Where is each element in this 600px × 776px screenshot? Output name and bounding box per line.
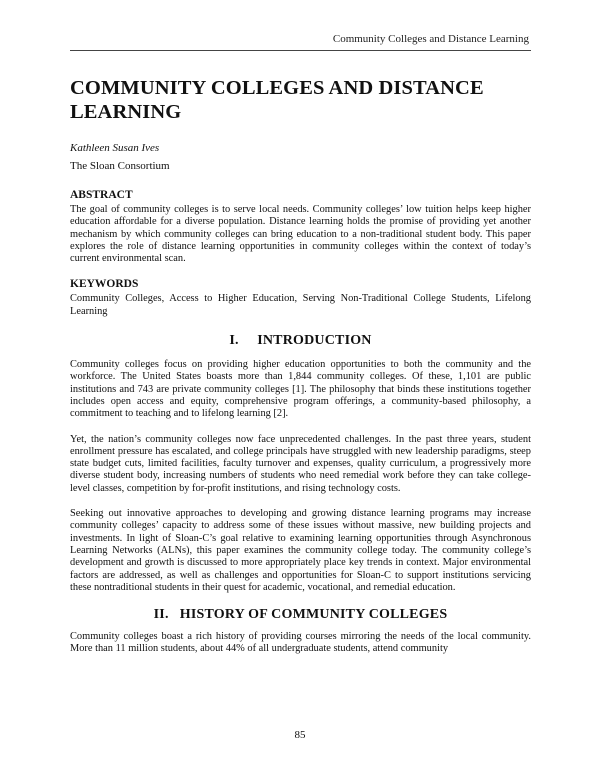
- section-heading-history: II. HISTORY OF COMMUNITY COLLEGES: [153, 607, 448, 623]
- page-number: 85: [294, 729, 306, 741]
- author-affiliation: The Sloan Consortium: [70, 160, 170, 172]
- page-content: [70, 76, 531, 656]
- history-paragraph-1: Community colleges boast a rich history of providing courses mirroring the needs of the local community. More than 11 million students, about 44% of all undergraduate students, attend community: [70, 631, 531, 655]
- keywords-text: Community Colleges, Access to Higher Education, Serving Non-Traditional College Students, Lifelong Learning: [70, 293, 531, 317]
- author-name: Kathleen Susan Ives: [70, 142, 160, 154]
- keywords-label: KEYWORDS: [70, 278, 139, 291]
- intro-paragraph-2: Yet, the nation’s community colleges now face unprecedented challenges. In the past three years, student enrollment pressure has escalated, and college principals have struggled with new leadership paradigms, steep state budget cuts, limited facilities, faculty turnover and expenses, quality curriculum, a progressively more diverse student body, increasing numbers of students who need remedial work before they can take college-level classes, competition by for-profit institutions, and rising technology costs.: [70, 433, 531, 494]
- running-head: Community Colleges and Distance Learning: [332, 33, 529, 45]
- header-rule: [70, 50, 531, 51]
- abstract-text: The goal of community colleges is to serve local needs. Community colleges’ low tuition helps keep higher education affordable for a diverse population. Distance learning holds the promise of providing yet another mechanism by which community colleges can bring education to a non-traditional student body. This paper explores the role of distance learning opportunities in community colleges within the context of today’s current environmental scan.: [70, 204, 531, 265]
- intro-paragraph-1: Community colleges focus on providing higher education opportunities to both the community and the workforce. The United States boasts more than 1,844 community colleges. Of these, 1,101 are public institutions and 743 are private community colleges [1]. The philosophy that binds these institutions together includes open access and equity, comprehensive program offerings, a community-based philosophy, a commitment to teaching and to lifelong learning [2].: [70, 359, 531, 420]
- intro-paragraph-3: Seeking out innovative approaches to developing and growing distance learning programs may increase community colleges’ capacity to address some of these issues without massive, new building projects and investments. In light of Sloan-C’s goal relative to examining learning opportunities through Asynchronous Learning Networks (ALNs), this paper examines the community college today. The community college’s development and growth is discussed to more appropriately place key trends in context. Major environmental factors are addressed, as well as challenges and opportunities for Sloan-C to support institutions servicing these nontraditional students in their quest for academic, vocational, and remedial education.: [70, 508, 531, 593]
- abstract-label: ABSTRACT: [70, 189, 133, 201]
- section-heading-introduction: I. INTRODUCTION: [229, 333, 372, 349]
- paper-title: COMMUNITY COLLEGES AND DISTANCE LEARNING: [70, 77, 484, 123]
